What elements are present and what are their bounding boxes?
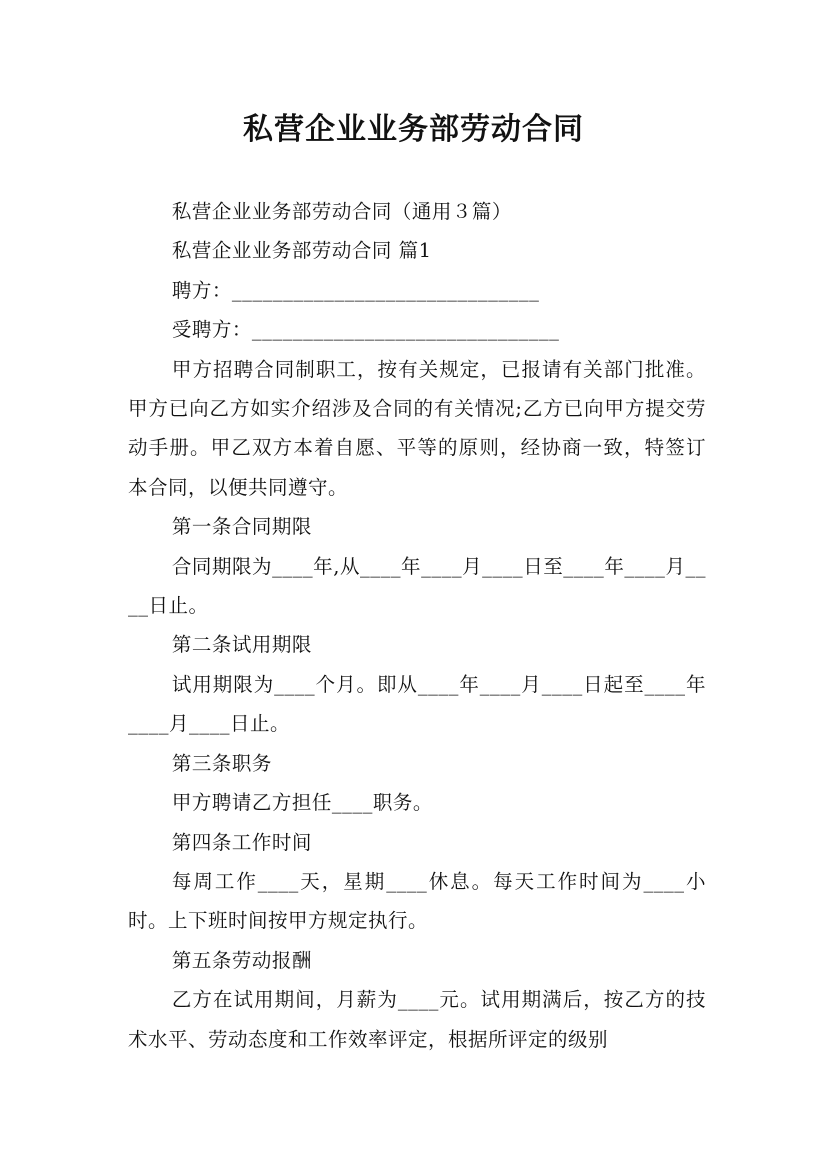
paragraph-subtitle: 私营企业业务部劳动合同（通用３篇） <box>171 200 512 223</box>
paragraph-preamble: 甲方招聘合同制职工，按有关规定，已报请有关部门批准。甲方已向乙方如实介绍涉及合同的有关情况;乙方已向甲方提交劳动手册。甲乙双方本着自愿、平等的原则，经协商一致，特签订本合同，以便共同遵守。 <box>128 357 706 499</box>
article-1-text: 合同期限为____年,从____年____月____日至____年____月____日止。 <box>128 554 706 618</box>
article-4-heading: 第四条工作时间 <box>171 830 312 854</box>
article-4-text: 每周工作____天，星期____休息。每天工作时间为____小时。上下班时间按甲方规定执行。 <box>128 869 706 933</box>
article-3-heading: 第三条职务 <box>171 751 272 775</box>
document-body <box>128 192 706 1059</box>
paragraph-section-heading: 私营企业业务部劳动合同 篇1 <box>171 239 432 263</box>
paragraph-employer-line: 聘方：______________________________ <box>171 278 540 302</box>
article-1-heading: 第一条合同期限 <box>171 515 312 539</box>
paragraph-employee-line: 受聘方：______________________________ <box>171 318 560 342</box>
article-5-heading: 第五条劳动报酬 <box>171 948 312 972</box>
article-2-heading: 第二条试用期限 <box>171 633 312 657</box>
article-2-text: 试用期限为____个月。即从____年____月____日起至____年____月____日止。 <box>128 672 706 736</box>
article-3-text: 甲方聘请乙方担任____职务。 <box>171 791 433 815</box>
article-5-text: 乙方在试用期间，月薪为____元。试用期满后，按乙方的技术水平、劳动态度和工作效率评定，根据所评定的级别 <box>128 988 706 1051</box>
document-title: 私营企业业务部劳动合同 <box>243 112 584 147</box>
